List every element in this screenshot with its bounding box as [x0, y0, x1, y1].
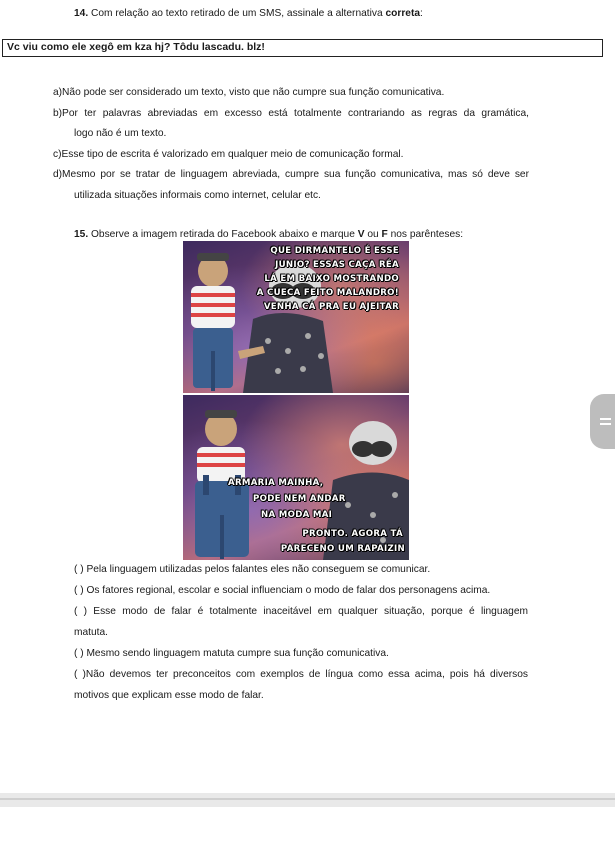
meme-panel-top	[183, 241, 409, 393]
meme-bottom-line-1: ARMARIA MAINHA,	[228, 478, 324, 488]
meme-bottom-line-4: PRONTO. AGORA TÁ	[302, 529, 403, 539]
q14-option-c: c)Esse tipo de escrita é valorizado em qualquer meio de comunicação formal.	[53, 149, 404, 160]
q15-ou: ou	[364, 229, 382, 240]
q15-item-3: ( ) Esse modo de falar é totalmente inaceitável em qualquer situação, porque é linguagem	[74, 606, 528, 617]
q15-v: V	[357, 229, 365, 240]
scroll-handle-button[interactable]	[590, 394, 615, 449]
q15-f: F	[381, 229, 388, 240]
q15-prompt	[74, 228, 463, 241]
meme-bottom-line-3: NA MODA MAI	[261, 510, 333, 520]
page-bottom-band	[0, 793, 615, 807]
q15-number: 15.	[74, 229, 89, 240]
q15-item-5-cont: motivos que explicam esse modo de falar.	[74, 690, 264, 701]
meme-panel-bottom	[183, 395, 409, 560]
meme-bottom-line-2: PODE NEM ANDAR	[253, 494, 346, 504]
q14-number: 14.	[74, 8, 89, 19]
q15-item-4: ( ) Mesmo sendo linguagem matuta cumpre sua função comunicativa.	[74, 648, 389, 659]
meme-top-line-5: VENHA CÁ PRA EU AJEITAR	[263, 302, 399, 312]
q14-prompt-end: :	[420, 8, 423, 19]
page-bottom-divider	[0, 798, 615, 800]
q15-prompt-end: nos parênteses:	[387, 229, 464, 240]
q14-prompt-text: Com relação ao texto retirado de um SMS, assinale a alternativa	[88, 8, 386, 19]
meme-top-line-2: JUNIO? ESSAS CAÇA RÉA	[275, 260, 399, 270]
meme-top-line-1: QUE DIRMANTELO É ESSE	[270, 246, 399, 256]
sms-box: Vc viu como ele xegô em kza hj? Tôdu lascadu. blz!	[2, 39, 603, 57]
q14-prompt-bold: correta	[385, 8, 421, 19]
q15-item-5: ( )Não devemos ter preconceitos com exemplos de língua como essa acima, pois há diversos	[74, 669, 528, 680]
q15-item-1: ( ) Pela linguagem utilizadas pelos falantes eles não conseguem se comunicar.	[74, 564, 431, 575]
q14-prompt	[74, 7, 423, 20]
q15-prompt-text: Observe a imagem retirada do Facebook abaixo e marque	[88, 229, 358, 240]
meme-bottom-line-5: PARECENO UM RAPAIZIN	[280, 544, 405, 554]
meme-top-line-4: A CUECA FEITO MALANDRO!	[256, 288, 399, 298]
meme-top-line-3: LÁ EM BAIXO MOSTRANDO	[264, 274, 399, 284]
q14-option-d: d)Mesmo por se tratar de linguagem abreviada, cumpre sua função comunicativa, mas só deve ser	[53, 169, 529, 180]
q14-option-d-cont: utilizada situações informais como internet, celular etc.	[74, 190, 321, 201]
q15-item-2: ( ) Os fatores regional, escolar e social influenciam o modo de falar dos personagens acima.	[74, 585, 491, 596]
q14-option-b-cont: logo não é um texto.	[74, 128, 167, 139]
q14-option-b: b)Por ter palavras abreviadas em excesso está totalmente contrariando as regras da gramática,	[53, 108, 529, 119]
q15-item-3-cont: matuta.	[74, 627, 108, 638]
q14-option-a: a)Não pode ser considerado um texto, visto que não cumpre sua função comunicativa.	[53, 87, 445, 98]
